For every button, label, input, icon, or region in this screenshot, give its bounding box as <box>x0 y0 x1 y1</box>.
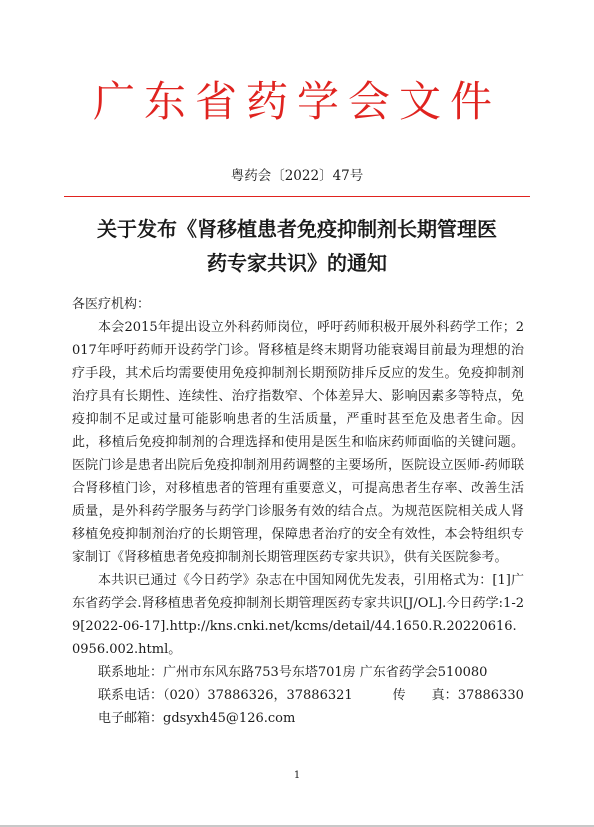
contact-address-value: 广州市东风东路753号东塔701房 广东省药学会510080 <box>163 665 488 680</box>
page-number: 1 <box>293 770 301 781</box>
contact-phone-label: 联系电话： <box>98 688 164 703</box>
red-divider-line <box>64 196 530 197</box>
salutation: 各医疗机构： <box>72 297 151 312</box>
citation-text: 本共识已通过《今日药学》杂志在中国知网优先发表，引用格式为：[1]广东省药学会.肾移植患者免疫抑制剂长期管理医药专家共识[J/OL].今日药学: <box>72 573 524 611</box>
contact-email-label: 电子邮箱： <box>98 711 164 726</box>
contact-phone-value: （020）37886326，37886321 <box>163 688 353 703</box>
contact-address-label: 联系地址： <box>98 665 164 680</box>
citation-reference-link: 1-29[2022-06-17].http://kns.cnki.net/kcms/detail/44.1650.R.20220616.0956.002.html。 <box>72 596 524 657</box>
body-paragraph-2 <box>72 569 524 661</box>
contact-fax-value: 37886330 <box>457 688 524 703</box>
notice-title <box>60 212 534 280</box>
document-body <box>72 293 524 730</box>
contact-email-value: gdsyxh45@126.com <box>163 711 296 726</box>
notice-title-line-1: 关于发布《肾移植患者免疫抑制剂长期管理医 <box>97 217 497 241</box>
contact-fax-label: 传 真： <box>392 688 458 703</box>
contact-phone-fax <box>72 684 524 707</box>
document-number: 粤药会〔2022〕47号 <box>230 168 364 184</box>
contact-email <box>72 707 524 730</box>
contact-address <box>72 661 524 684</box>
document-masthead: 广东省药学会文件 <box>92 77 501 126</box>
notice-title-line-2: 药专家共识》的通知 <box>207 251 387 275</box>
body-paragraph-1: 本会2015年提出设立外科药师岗位，呼吁药师积极开展外科药学工作；2017年呼吁药师开设药学门诊。肾移植是终末期肾功能衰竭目前最为理想的治疗手段，其术后均需要使用免疫抑制剂长期预防排斥反应的发生。免疫抑制剂治疗具有长期性、连续性、治疗指数窄、个体差异大、影响因素多等特点，免疫抑制不足或过量可能影响患者的生活质量，严重时甚至危及患者生命。因此，移植后免疫抑制剂的合理选择和使用是医生和临床药师面临的关键问题。医院门诊是患者出院后免疫抑制剂用药调整的主要场所，医院设立医师-药师联合肾移植门诊，对移植患者的管理有重要意义，可提高患者生存率、改善生活质量，是外科药学服务与药学门诊服务有效的结合点。为规范医院相关成人肾移植免疫抑制剂治疗的长期管理，保障患者治疗的安全有效性，本会特组织专家制订《肾移植患者免疫抑制剂长期管理医药专家共识》，供有关医院参考。 <box>72 320 524 565</box>
